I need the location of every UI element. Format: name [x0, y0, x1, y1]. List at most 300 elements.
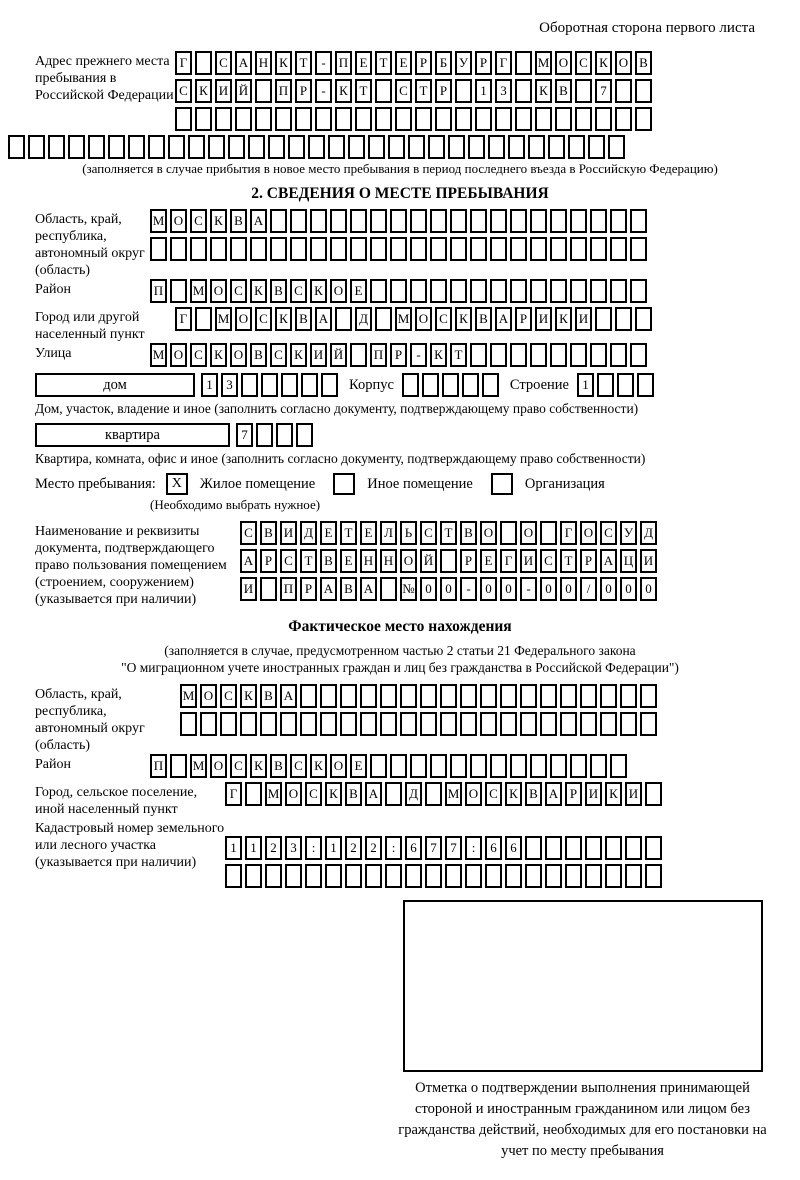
char-cell[interactable]: К [310, 279, 327, 303]
char-cell[interactable] [220, 712, 237, 736]
char-cell[interactable] [365, 864, 382, 888]
char-cell[interactable]: Н [360, 549, 377, 573]
char-cell[interactable]: П [150, 279, 167, 303]
char-cell[interactable] [288, 135, 305, 159]
char-cell[interactable] [635, 307, 652, 331]
char-cell[interactable]: М [190, 754, 207, 778]
char-cell[interactable]: 2 [365, 836, 382, 860]
char-cell[interactable] [375, 107, 392, 131]
char-cell[interactable]: / [580, 577, 597, 601]
char-cell[interactable] [570, 209, 587, 233]
char-cell[interactable] [617, 373, 634, 397]
char-cell[interactable]: А [250, 209, 267, 233]
char-cell[interactable] [245, 782, 262, 806]
char-cell[interactable] [335, 307, 352, 331]
char-cell[interactable]: С [255, 307, 272, 331]
char-cell[interactable] [408, 135, 425, 159]
char-cell[interactable] [448, 135, 465, 159]
char-cell[interactable]: 3 [285, 836, 302, 860]
char-cell[interactable]: : [465, 836, 482, 860]
char-cell[interactable] [545, 864, 562, 888]
char-cell[interactable]: Й [420, 549, 437, 573]
char-cell[interactable]: И [520, 549, 537, 573]
char-cell[interactable]: А [280, 684, 297, 708]
char-cell[interactable] [261, 373, 278, 397]
char-cell[interactable]: С [395, 79, 412, 103]
char-cell[interactable] [390, 279, 407, 303]
char-cell[interactable] [422, 373, 439, 397]
char-cell[interactable]: Р [460, 549, 477, 573]
char-cell[interactable] [645, 782, 662, 806]
char-cell[interactable] [570, 754, 587, 778]
char-cell[interactable]: М [215, 307, 232, 331]
char-cell[interactable] [470, 754, 487, 778]
char-cell[interactable] [510, 279, 527, 303]
char-cell[interactable] [245, 864, 262, 888]
char-cell[interactable]: У [620, 521, 637, 545]
char-cell[interactable]: Р [435, 79, 452, 103]
char-cell[interactable]: Б [435, 51, 452, 75]
char-cell[interactable] [530, 209, 547, 233]
char-cell[interactable] [625, 864, 642, 888]
char-cell[interactable]: И [575, 307, 592, 331]
char-cell[interactable]: В [260, 684, 277, 708]
char-cell[interactable]: А [360, 577, 377, 601]
char-cell[interactable]: Т [375, 51, 392, 75]
char-cell[interactable] [440, 549, 457, 573]
char-cell[interactable]: П [150, 754, 167, 778]
char-cell[interactable]: И [640, 549, 657, 573]
char-cell[interactable]: С [305, 782, 322, 806]
char-cell[interactable] [48, 135, 65, 159]
char-cell[interactable]: 0 [600, 577, 617, 601]
char-cell[interactable]: Н [255, 51, 272, 75]
char-cell[interactable] [321, 373, 338, 397]
char-cell[interactable] [88, 135, 105, 159]
char-cell[interactable] [260, 712, 277, 736]
char-cell[interactable] [200, 712, 217, 736]
char-cell[interactable]: И [215, 79, 232, 103]
char-cell[interactable]: К [430, 343, 447, 367]
char-cell[interactable] [600, 712, 617, 736]
char-cell[interactable]: 1 [475, 79, 492, 103]
char-cell[interactable] [368, 135, 385, 159]
char-cell[interactable] [560, 712, 577, 736]
char-cell[interactable]: О [615, 51, 632, 75]
char-cell[interactable]: И [280, 521, 297, 545]
char-cell[interactable] [610, 209, 627, 233]
char-cell[interactable]: Т [440, 521, 457, 545]
char-cell[interactable]: С [215, 51, 232, 75]
char-cell[interactable] [550, 209, 567, 233]
char-cell[interactable]: С [220, 684, 237, 708]
char-cell[interactable] [630, 279, 647, 303]
char-cell[interactable]: М [445, 782, 462, 806]
char-cell[interactable] [410, 279, 427, 303]
char-cell[interactable] [530, 754, 547, 778]
char-cell[interactable] [228, 135, 245, 159]
char-cell[interactable]: Г [175, 307, 192, 331]
char-cell[interactable]: Н [380, 549, 397, 573]
char-cell[interactable]: А [545, 782, 562, 806]
char-cell[interactable]: В [475, 307, 492, 331]
char-cell[interactable] [296, 423, 313, 447]
char-cell[interactable]: К [335, 79, 352, 103]
char-cell[interactable] [620, 684, 637, 708]
char-cell[interactable]: И [240, 577, 257, 601]
char-cell[interactable] [428, 135, 445, 159]
char-cell[interactable]: С [600, 521, 617, 545]
char-cell[interactable]: С [540, 549, 557, 573]
char-cell[interactable] [425, 782, 442, 806]
char-cell[interactable]: Г [500, 549, 517, 573]
char-cell[interactable]: К [275, 51, 292, 75]
char-cell[interactable]: Ц [620, 549, 637, 573]
char-cell[interactable] [420, 684, 437, 708]
char-cell[interactable]: К [455, 307, 472, 331]
char-cell[interactable] [610, 237, 627, 261]
char-cell[interactable]: 2 [265, 836, 282, 860]
char-cell[interactable] [470, 237, 487, 261]
char-cell[interactable] [460, 712, 477, 736]
char-cell[interactable]: Е [340, 549, 357, 573]
char-cell[interactable]: О [465, 782, 482, 806]
char-cell[interactable] [281, 373, 298, 397]
char-cell[interactable] [597, 373, 614, 397]
char-cell[interactable] [595, 107, 612, 131]
char-cell[interactable] [325, 864, 342, 888]
char-cell[interactable] [480, 712, 497, 736]
char-cell[interactable]: Д [300, 521, 317, 545]
char-cell[interactable]: Й [330, 343, 347, 367]
char-cell[interactable] [310, 209, 327, 233]
char-cell[interactable]: М [150, 209, 167, 233]
char-cell[interactable] [235, 107, 252, 131]
char-cell[interactable] [575, 79, 592, 103]
char-cell[interactable]: К [555, 307, 572, 331]
char-cell[interactable] [470, 343, 487, 367]
char-cell[interactable]: 6 [505, 836, 522, 860]
char-cell[interactable]: А [240, 549, 257, 573]
char-cell[interactable] [390, 754, 407, 778]
char-cell[interactable] [490, 279, 507, 303]
char-cell[interactable] [488, 135, 505, 159]
char-cell[interactable] [450, 279, 467, 303]
char-cell[interactable]: К [195, 79, 212, 103]
char-cell[interactable] [450, 754, 467, 778]
char-cell[interactable] [460, 684, 477, 708]
char-cell[interactable] [301, 373, 318, 397]
char-cell[interactable] [640, 684, 657, 708]
char-cell[interactable]: С [280, 549, 297, 573]
char-cell[interactable]: С [240, 521, 257, 545]
char-cell[interactable]: 1 [225, 836, 242, 860]
char-cell[interactable]: Д [405, 782, 422, 806]
char-cell[interactable] [375, 79, 392, 103]
char-cell[interactable]: 0 [500, 577, 517, 601]
char-cell[interactable]: - [410, 343, 427, 367]
char-cell[interactable] [630, 237, 647, 261]
char-cell[interactable]: Е [395, 51, 412, 75]
char-cell[interactable]: 3 [221, 373, 238, 397]
char-cell[interactable] [630, 343, 647, 367]
char-cell[interactable]: К [250, 279, 267, 303]
char-cell[interactable] [255, 107, 272, 131]
char-cell[interactable] [490, 343, 507, 367]
char-cell[interactable]: В [555, 79, 572, 103]
char-cell[interactable] [390, 237, 407, 261]
char-cell[interactable] [195, 307, 212, 331]
char-cell[interactable] [530, 237, 547, 261]
char-cell[interactable] [320, 712, 337, 736]
char-cell[interactable] [256, 423, 273, 447]
char-cell[interactable] [210, 237, 227, 261]
char-cell[interactable]: С [270, 343, 287, 367]
char-cell[interactable]: М [180, 684, 197, 708]
char-cell[interactable] [620, 712, 637, 736]
char-cell[interactable] [455, 79, 472, 103]
char-cell[interactable] [190, 237, 207, 261]
char-cell[interactable] [490, 237, 507, 261]
char-cell[interactable] [195, 51, 212, 75]
char-cell[interactable]: К [210, 343, 227, 367]
char-cell[interactable]: - [315, 51, 332, 75]
char-cell[interactable]: С [575, 51, 592, 75]
char-cell[interactable] [525, 836, 542, 860]
char-cell[interactable]: Ь [400, 521, 417, 545]
char-cell[interactable] [268, 135, 285, 159]
char-cell[interactable]: 0 [560, 577, 577, 601]
char-cell[interactable] [560, 684, 577, 708]
char-cell[interactable] [470, 279, 487, 303]
char-cell[interactable]: Г [560, 521, 577, 545]
char-cell[interactable]: В [345, 782, 362, 806]
char-cell[interactable] [355, 107, 372, 131]
char-cell[interactable] [565, 864, 582, 888]
char-cell[interactable]: Д [355, 307, 372, 331]
char-cell[interactable] [640, 712, 657, 736]
char-cell[interactable]: С [190, 209, 207, 233]
char-cell[interactable]: - [460, 577, 477, 601]
char-cell[interactable] [168, 135, 185, 159]
char-cell[interactable] [570, 343, 587, 367]
char-cell[interactable]: Г [175, 51, 192, 75]
char-cell[interactable]: М [535, 51, 552, 75]
char-cell[interactable]: Л [380, 521, 397, 545]
char-cell[interactable]: Й [235, 79, 252, 103]
char-cell[interactable] [470, 209, 487, 233]
char-cell[interactable] [570, 237, 587, 261]
char-cell[interactable]: О [520, 521, 537, 545]
char-cell[interactable] [402, 373, 419, 397]
char-cell[interactable] [170, 237, 187, 261]
char-cell[interactable] [520, 684, 537, 708]
char-cell[interactable] [525, 864, 542, 888]
char-cell[interactable] [605, 864, 622, 888]
char-cell[interactable]: О [330, 754, 347, 778]
char-cell[interactable]: Т [450, 343, 467, 367]
char-cell[interactable]: Т [415, 79, 432, 103]
char-cell[interactable] [590, 343, 607, 367]
char-cell[interactable]: В [525, 782, 542, 806]
char-cell[interactable] [380, 712, 397, 736]
char-cell[interactable] [482, 373, 499, 397]
char-cell[interactable] [610, 343, 627, 367]
char-cell[interactable] [430, 209, 447, 233]
char-cell[interactable] [645, 864, 662, 888]
char-cell[interactable] [440, 684, 457, 708]
char-cell[interactable]: С [290, 279, 307, 303]
char-cell[interactable]: А [235, 51, 252, 75]
char-cell[interactable] [550, 343, 567, 367]
char-cell[interactable] [380, 684, 397, 708]
char-cell[interactable]: О [230, 343, 247, 367]
stay-option-checkbox-other[interactable] [333, 473, 355, 495]
char-cell[interactable] [535, 107, 552, 131]
char-cell[interactable] [410, 237, 427, 261]
char-cell[interactable] [265, 864, 282, 888]
char-cell[interactable]: К [290, 343, 307, 367]
char-cell[interactable] [340, 684, 357, 708]
char-cell[interactable] [385, 782, 402, 806]
char-cell[interactable] [290, 237, 307, 261]
char-cell[interactable]: К [250, 754, 267, 778]
char-cell[interactable]: Р [515, 307, 532, 331]
char-cell[interactable] [430, 279, 447, 303]
char-cell[interactable]: Е [355, 51, 372, 75]
char-cell[interactable]: М [150, 343, 167, 367]
char-cell[interactable] [68, 135, 85, 159]
char-cell[interactable]: 1 [325, 836, 342, 860]
char-cell[interactable] [540, 712, 557, 736]
char-cell[interactable] [370, 754, 387, 778]
char-cell[interactable] [340, 712, 357, 736]
char-cell[interactable] [425, 864, 442, 888]
char-cell[interactable] [615, 79, 632, 103]
char-cell[interactable] [335, 107, 352, 131]
char-cell[interactable] [255, 79, 272, 103]
char-cell[interactable]: О [210, 754, 227, 778]
char-cell[interactable] [385, 864, 402, 888]
char-cell[interactable]: 6 [485, 836, 502, 860]
char-cell[interactable]: О [285, 782, 302, 806]
char-cell[interactable]: 7 [595, 79, 612, 103]
char-cell[interactable] [550, 279, 567, 303]
char-cell[interactable] [230, 237, 247, 261]
char-cell[interactable]: Е [350, 754, 367, 778]
char-cell[interactable]: П [280, 577, 297, 601]
char-cell[interactable]: С [230, 754, 247, 778]
char-cell[interactable]: О [480, 521, 497, 545]
char-cell[interactable]: В [270, 754, 287, 778]
char-cell[interactable]: 0 [480, 577, 497, 601]
char-cell[interactable] [450, 237, 467, 261]
char-cell[interactable]: В [320, 549, 337, 573]
char-cell[interactable]: 7 [236, 423, 253, 447]
char-cell[interactable]: В [635, 51, 652, 75]
char-cell[interactable] [540, 684, 557, 708]
char-cell[interactable] [637, 373, 654, 397]
char-cell[interactable]: К [210, 209, 227, 233]
char-cell[interactable]: А [320, 577, 337, 601]
char-cell[interactable]: О [400, 549, 417, 573]
char-cell[interactable] [600, 684, 617, 708]
char-cell[interactable] [420, 712, 437, 736]
char-cell[interactable] [360, 684, 377, 708]
char-cell[interactable]: 0 [540, 577, 557, 601]
char-cell[interactable] [588, 135, 605, 159]
char-cell[interactable] [630, 209, 647, 233]
char-cell[interactable]: К [310, 754, 327, 778]
char-cell[interactable] [580, 684, 597, 708]
char-cell[interactable] [195, 107, 212, 131]
char-cell[interactable]: И [625, 782, 642, 806]
char-cell[interactable] [350, 237, 367, 261]
char-cell[interactable] [625, 836, 642, 860]
char-cell[interactable]: : [305, 836, 322, 860]
char-cell[interactable]: П [275, 79, 292, 103]
char-cell[interactable]: В [250, 343, 267, 367]
char-cell[interactable]: В [230, 209, 247, 233]
char-cell[interactable] [500, 712, 517, 736]
char-cell[interactable]: О [235, 307, 252, 331]
char-cell[interactable]: П [335, 51, 352, 75]
char-cell[interactable] [215, 107, 232, 131]
char-cell[interactable] [330, 237, 347, 261]
char-cell[interactable] [170, 754, 187, 778]
char-cell[interactable]: О [330, 279, 347, 303]
char-cell[interactable] [645, 836, 662, 860]
char-cell[interactable] [150, 237, 167, 261]
char-cell[interactable] [495, 107, 512, 131]
char-cell[interactable] [270, 237, 287, 261]
char-cell[interactable] [528, 135, 545, 159]
char-cell[interactable] [615, 307, 632, 331]
char-cell[interactable] [530, 343, 547, 367]
char-cell[interactable]: 1 [245, 836, 262, 860]
char-cell[interactable] [590, 237, 607, 261]
char-cell[interactable]: А [600, 549, 617, 573]
char-cell[interactable] [395, 107, 412, 131]
char-cell[interactable]: Р [475, 51, 492, 75]
char-cell[interactable] [605, 836, 622, 860]
char-cell[interactable]: 3 [495, 79, 512, 103]
char-cell[interactable]: 0 [620, 577, 637, 601]
char-cell[interactable]: С [485, 782, 502, 806]
char-cell[interactable]: С [175, 79, 192, 103]
char-cell[interactable]: № [400, 577, 417, 601]
char-cell[interactable] [350, 343, 367, 367]
char-cell[interactable] [295, 107, 312, 131]
char-cell[interactable] [415, 107, 432, 131]
char-cell[interactable] [308, 135, 325, 159]
char-cell[interactable] [260, 577, 277, 601]
char-cell[interactable]: О [210, 279, 227, 303]
char-cell[interactable] [388, 135, 405, 159]
char-cell[interactable]: 7 [445, 836, 462, 860]
char-cell[interactable]: Е [360, 521, 377, 545]
char-cell[interactable] [515, 79, 532, 103]
char-cell[interactable] [555, 107, 572, 131]
char-cell[interactable]: К [325, 782, 342, 806]
char-cell[interactable]: : [385, 836, 402, 860]
char-cell[interactable] [520, 712, 537, 736]
char-cell[interactable] [595, 307, 612, 331]
char-cell[interactable]: П [370, 343, 387, 367]
char-cell[interactable]: Г [495, 51, 512, 75]
char-cell[interactable]: И [310, 343, 327, 367]
char-cell[interactable]: Р [300, 577, 317, 601]
